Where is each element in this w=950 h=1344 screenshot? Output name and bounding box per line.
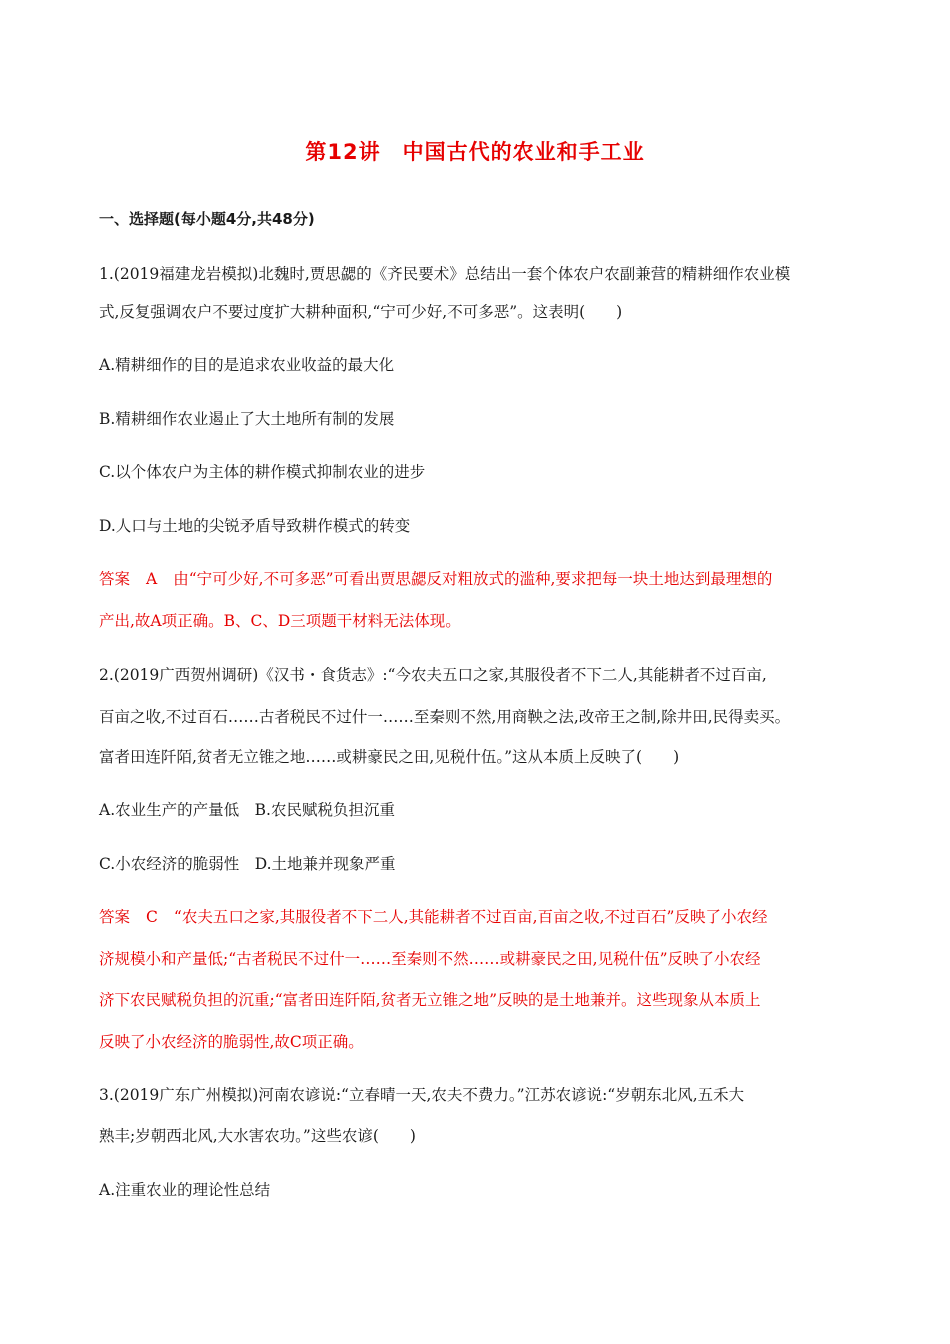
q3-stem-line2: 熟丰;岁朝西北风,大水害农功。”这些农谚( ) [99,1127,416,1145]
q2-stem-line1: 2.(2019广西贺州调研)《汉书・食货志》:“今农夫五口之家,其服役者不下二人,其能耕者不过百亩, [99,666,767,684]
q1-stem-line2: 式,反复强调农户不要过度扩大耕种面积,“宁可少好,不可多恶”。这表明( ) [99,303,623,321]
q3-option-a: A.注重农业的理论性总结 [99,1181,271,1199]
q1-option-d: D.人口与土地的尖锐矛盾导致耕作模式的转变 [99,517,411,535]
lecture-number: 第12讲 [305,140,381,164]
q1-answer-choice: A [146,570,158,588]
q2-explanation-line3: 济下农民赋税负担的沉重;“富者田连阡陌,贫者无立锥之地”反映的是土地兼并。这些现象从本质上 [99,991,761,1009]
q1-answer-line1 [99,567,772,589]
q2-stem-line3: 富者田连阡陌,贫者无立锥之地……或耕豪民之田,见税什伍。”这从本质上反映了( ) [99,748,680,766]
lecture-topic: 中国古代的农业和手工业 [402,140,645,164]
q1-option-a: A.精耕细作的目的是追求农业收益的最大化 [99,356,395,374]
q2-options-cd: C.小农经济的脆弱性 D.土地兼并现象严重 [99,855,396,873]
q1-option-c: C.以个体农户为主体的耕作模式抑制农业的进步 [99,463,426,481]
q1-explanation-line2: 产出,故A项正确。B、C、D三项题干材料无法体现。 [99,612,461,630]
q2-answer-line1 [99,905,767,927]
q2-explanation-line2: 济规模小和产量低;“古者税民不过什一……至秦则不然……或耕豪民之田,见税什伍”反映了小农经 [99,950,761,968]
q2-answer-choice: C [146,908,158,926]
q1-answer-label: 答案 [99,570,131,588]
q2-stem-line2: 百亩之收,不过百石……古者税民不过什一……至秦则不然,用商鞅之法,改帝王之制,除井田,民得卖买。 [99,708,791,726]
q1-explanation-line1: 由“宁可少好,不可多恶”可看出贾思勰反对粗放式的滥种,要求把每一块土地达到最理想的 [173,570,773,588]
q1-stem-line1: 1.(2019福建龙岩模拟)北魏时,贾思勰的《齐民要术》总结出一套个体农户农副兼营的精耕细作农业模 [99,265,791,283]
q1-option-b: B.精耕细作农业遏止了大土地所有制的发展 [99,410,395,428]
q2-options-ab: A.农业生产的产量低 B.农民赋税负担沉重 [99,801,395,819]
q2-explanation-line1: “农夫五口之家,其服役者不下二人,其能耕者不过百亩,百亩之收,不过百石”反映了小农经 [173,908,768,926]
q3-stem-line1: 3.(2019广东广州模拟)河南农谚说:“立春晴一天,农夫不费力。”江苏农谚说:“岁朝东北风,五禾大 [99,1086,745,1104]
page-title [0,136,950,166]
section-heading: 一、选择题(每小题4分,共48分) [99,210,315,228]
q2-explanation-line4: 反映了小农经济的脆弱性,故C项正确。 [99,1033,364,1051]
q2-answer-label: 答案 [99,908,131,926]
